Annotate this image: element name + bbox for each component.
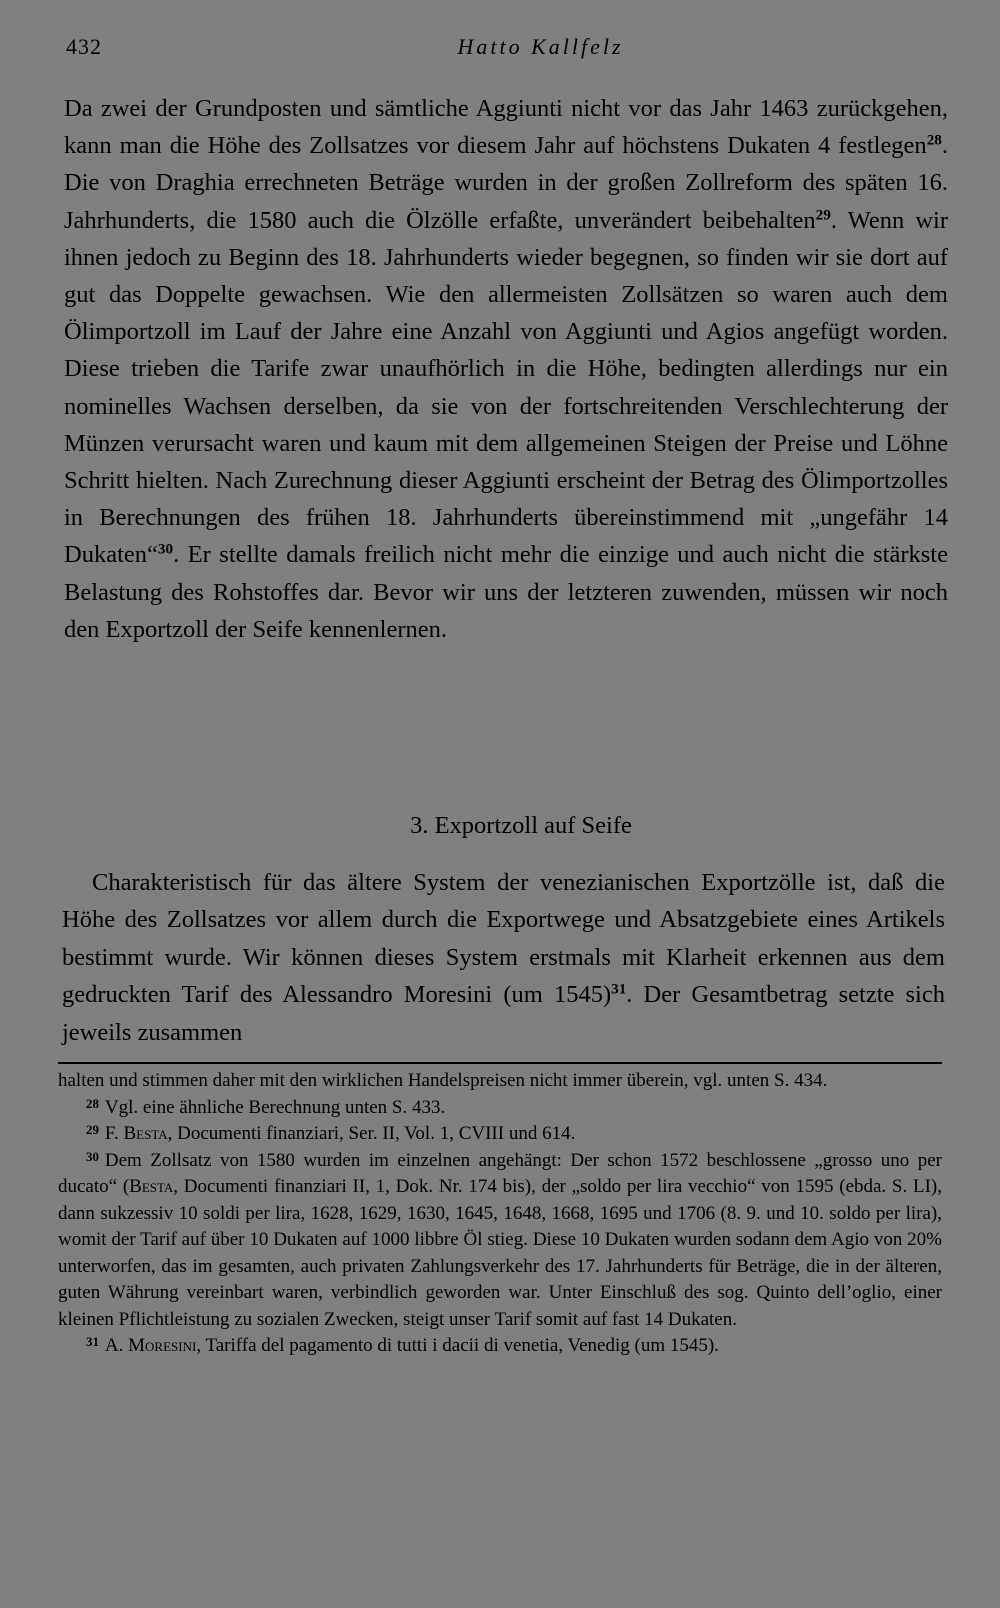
footnote-text: , Documenti finanziari II, 1, Dok. Nr. 174 bis), der „soldo per lira vecchio“ von 1595 (ebda. S. LI), dann sukzessiv 10 soldi per lira, 1628, 1629, 1630, 1645, 1648, 1668, 1695 und 1706 (8. 9. und 10. soldo per lira), womit der Tarif auf über 10 Dukaten auf 1000 libbre Öl stieg. Diese 10 Dukaten wurden sodann dem Agio von 20% unterworfen, das im gesamten, auch privaten Zahlungsverkehr des 17. Jahrhunderts für Beträge, die in der älteren, guten Währung vereinbart waren, verbindlich geworden war. Unter Einschluß des sog. Quinto dell’oglio, einer kleinen Pflichtleistung zu sozialen Zwecken, steigt unser Tarif somit auf fast 14 Dukaten.	[58, 1176, 942, 1330]
footnote-30	[58, 1148, 942, 1334]
author-name: Moresini	[128, 1335, 197, 1356]
footnote-number: 28	[86, 1095, 99, 1111]
running-head: Hatto Kallfelz	[457, 34, 624, 59]
text-run: Charakteristisch für das ältere System der venezianischen Exportzölle ist, daß die Höhe des Zollsatzes vor allem durch die Exportwege und Absatzgebiete eines Artikels bestimmt wurde. Wir können dieses System erstmals mit Klarheit erkennen aus dem gedruckten Tarif des Alessandro Moresini (um 1545)	[62, 869, 945, 1009]
text-run: . Der Gesamtbetrag setzte sich jeweils zusammen	[62, 981, 945, 1046]
footnote-number: 31	[86, 1334, 99, 1350]
text-run: . Er stellte damals freilich nicht mehr die einzige und auch nicht die stärkste Belastung des Rohstoffes dar. Bevor wir uns der letzteren zuwenden, müssen wir noch den Exportzoll der Seife kennenlernen.	[64, 541, 948, 643]
footnote-continuation: halten und stimmen daher mit den wirklichen Handelspreisen nicht immer überein, vgl. unten S. 434.	[58, 1070, 828, 1091]
paragraph	[64, 90, 948, 648]
footnote-31	[58, 1333, 942, 1360]
author-name: Besta	[123, 1123, 168, 1144]
footnote-ref-30: 30	[157, 541, 174, 559]
footnote-28	[58, 1095, 942, 1122]
paragraph	[62, 864, 945, 1051]
footnote-number: 30	[86, 1148, 99, 1164]
text-run: . Wenn wir ihnen jedoch zu Beginn des 18. Jahrhunderts wieder begegnen, so finden wir sie dort auf gut das Doppelte gewachsen. Wie den allermeisten Zollsätzen so waren auch dem Ölimportzoll im Lauf der Jahre eine Anzahl von Aggiunti und Agios angefügt worden. Diese trieben die Tarife zwar unaufhörlich in die Höhe, bedingten allerdings nur ein nominelles Wachsen derselben, da sie von der fortschreitenden Verschlechterung der Münzen verursacht waren und kaum mit dem allgemeinen Steigen der Preise und Löhne Schritt hielten. Nach Zurechnung dieser Aggiunti erscheint der Betrag des Ölimportzolles in Berechnungen des frühen 18. Jahrhunderts übereinstimmend mit „ungefähr 14 Dukaten“	[64, 206, 948, 569]
footnote-text: , Tariffa del pagamento di tutti i dacii di venetia, Venedig (um 1545).	[196, 1335, 719, 1356]
section-text	[62, 864, 945, 1051]
footnote-ref-28: 28	[926, 131, 942, 149]
main-text	[64, 90, 948, 648]
footnote-text: Vgl. eine ähnliche Berechnung unten S. 433.	[104, 1096, 446, 1118]
page-number: 432	[66, 34, 102, 59]
footnote-text: , Documenti finanziari, Ser. II, Vol. 1, CVIII und 614.	[167, 1123, 576, 1144]
page-header	[66, 34, 945, 66]
text-run: Da zwei der Grundposten und sämtliche Aggiunti nicht vor das Jahr 1463 zurückgehen, kann man die Höhe des Zollsatzes vor diesem Jahr auf höchstens Dukaten 4 festlegen	[64, 95, 948, 160]
section-heading: 3. Exportzoll auf Seife	[410, 812, 632, 839]
footnote-text: A.	[104, 1335, 124, 1356]
footnote-ref-31: 31	[611, 980, 627, 998]
footnote-29	[58, 1121, 942, 1148]
footnote-number: 29	[86, 1122, 99, 1138]
footnote-text: Dem Zollsatz von 1580 wurden im einzelnen angehängt: Der schon 1572 beschlossene „grosso uno per ducato“ (	[58, 1149, 942, 1197]
footnote-divider	[58, 1062, 942, 1064]
footnote-text: F.	[104, 1123, 119, 1144]
footnotes	[58, 1068, 942, 1360]
author-name: Besta	[129, 1176, 174, 1197]
text-run: . Die von Draghia errechneten Beträge wurden in der großen Zollreform des späten 16. Jahrhunderts, die 1580 auch die Ölzölle erfaßte, unverändert beibehalten	[64, 132, 948, 234]
footnote-ref-29: 29	[815, 206, 831, 224]
